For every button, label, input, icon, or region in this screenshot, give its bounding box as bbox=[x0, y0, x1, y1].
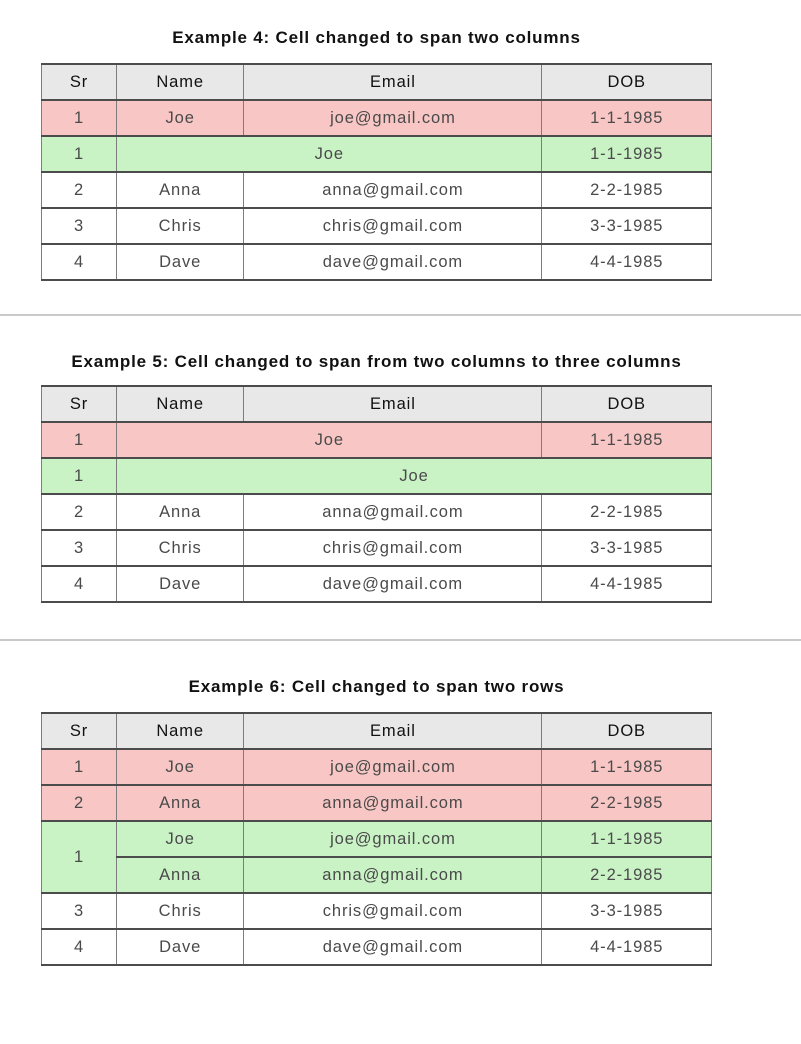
table-cell: Chris bbox=[117, 208, 244, 244]
table-header-row bbox=[42, 386, 712, 422]
table-cell: 3 bbox=[42, 530, 117, 566]
table-cell: 1-1-1985 bbox=[542, 100, 712, 136]
header-cell: Email bbox=[244, 713, 542, 749]
table-cell: Dave bbox=[117, 929, 244, 965]
table-cell: Joe bbox=[117, 136, 542, 172]
table-cell: 1 bbox=[42, 749, 117, 785]
table-cell: joe@gmail.com bbox=[244, 100, 542, 136]
table-cell: 1-1-1985 bbox=[542, 749, 712, 785]
table-cell: 1 bbox=[42, 136, 117, 172]
table-cell: 4 bbox=[42, 929, 117, 965]
example-5-table bbox=[41, 385, 712, 603]
table-cell: 3 bbox=[42, 208, 117, 244]
table-cell: Joe bbox=[117, 100, 244, 136]
table-row bbox=[42, 821, 712, 857]
table-cell: 3-3-1985 bbox=[542, 893, 712, 929]
table-cell: chris@gmail.com bbox=[244, 530, 542, 566]
table-cell: Joe bbox=[117, 821, 244, 857]
table-row bbox=[42, 749, 712, 785]
table-header-row bbox=[42, 713, 712, 749]
table-row bbox=[42, 244, 712, 280]
table-row bbox=[42, 172, 712, 208]
table-cell: 1-1-1985 bbox=[542, 821, 712, 857]
table-cell: dave@gmail.com bbox=[244, 244, 542, 280]
table-cell: 4 bbox=[42, 566, 117, 602]
table-cell: Dave bbox=[117, 244, 244, 280]
table-cell: 2-2-1985 bbox=[542, 857, 712, 893]
header-cell: Email bbox=[244, 64, 542, 100]
table-cell: Joe bbox=[117, 458, 712, 494]
table-cell: 2 bbox=[42, 172, 117, 208]
table-row bbox=[42, 100, 712, 136]
example-4-section bbox=[0, 0, 801, 281]
table-cell: 4-4-1985 bbox=[542, 566, 712, 602]
table-cell: 3-3-1985 bbox=[542, 530, 712, 566]
table-row bbox=[42, 857, 712, 893]
table-cell: 4-4-1985 bbox=[542, 244, 712, 280]
table-cell: Dave bbox=[117, 566, 244, 602]
table-cell: 3-3-1985 bbox=[542, 208, 712, 244]
table-cell: Anna bbox=[117, 172, 244, 208]
table-cell: dave@gmail.com bbox=[244, 566, 542, 602]
example-5-title: Example 5: Cell changed to span from two columns to three columns bbox=[71, 352, 682, 371]
header-cell: Email bbox=[244, 386, 542, 422]
example-4-table bbox=[41, 63, 712, 281]
table-cell: Anna bbox=[117, 857, 244, 893]
table-cell: joe@gmail.com bbox=[244, 749, 542, 785]
table-row bbox=[42, 929, 712, 965]
table-cell: chris@gmail.com bbox=[244, 208, 542, 244]
table-cell: anna@gmail.com bbox=[244, 172, 542, 208]
table-cell: 2 bbox=[42, 494, 117, 530]
header-cell: DOB bbox=[542, 386, 712, 422]
table-row bbox=[42, 208, 712, 244]
header-cell: Sr bbox=[42, 64, 117, 100]
table-cell: 1 bbox=[42, 100, 117, 136]
table-row bbox=[42, 422, 712, 458]
table-row bbox=[42, 893, 712, 929]
table-cell: 3 bbox=[42, 893, 117, 929]
table-row bbox=[42, 458, 712, 494]
table-cell: 1 bbox=[42, 821, 117, 893]
table-row bbox=[42, 136, 712, 172]
example-5-section bbox=[0, 316, 801, 603]
example-6-title: Example 6: Cell changed to span two rows bbox=[188, 677, 565, 696]
header-cell: Name bbox=[117, 64, 244, 100]
table-cell: Joe bbox=[117, 749, 244, 785]
table-cell: dave@gmail.com bbox=[244, 929, 542, 965]
table-cell: 2 bbox=[42, 785, 117, 821]
table-cell: anna@gmail.com bbox=[244, 494, 542, 530]
table-cell: 1-1-1985 bbox=[542, 136, 712, 172]
table-cell: 1-1-1985 bbox=[542, 422, 712, 458]
example-6-section bbox=[0, 641, 801, 966]
header-cell: Name bbox=[117, 713, 244, 749]
header-cell: Sr bbox=[42, 713, 117, 749]
table-cell: Chris bbox=[117, 530, 244, 566]
table-cell: anna@gmail.com bbox=[244, 857, 542, 893]
header-cell: DOB bbox=[542, 64, 712, 100]
header-cell: Name bbox=[117, 386, 244, 422]
table-cell: 2-2-1985 bbox=[542, 172, 712, 208]
table-cell: joe@gmail.com bbox=[244, 821, 542, 857]
table-cell: Chris bbox=[117, 893, 244, 929]
table-cell: 2-2-1985 bbox=[542, 494, 712, 530]
table-cell: Joe bbox=[117, 422, 542, 458]
example-6-table bbox=[41, 712, 712, 966]
table-cell: 1 bbox=[42, 422, 117, 458]
header-cell: Sr bbox=[42, 386, 117, 422]
table-row bbox=[42, 494, 712, 530]
table-cell: 1 bbox=[42, 458, 117, 494]
table-row bbox=[42, 566, 712, 602]
table-cell: 4-4-1985 bbox=[542, 929, 712, 965]
table-row bbox=[42, 785, 712, 821]
table-cell: Anna bbox=[117, 494, 244, 530]
table-cell: 2-2-1985 bbox=[542, 785, 712, 821]
table-row bbox=[42, 530, 712, 566]
table-header-row bbox=[42, 64, 712, 100]
example-4-title: Example 4: Cell changed to span two columns bbox=[172, 28, 581, 47]
header-cell: DOB bbox=[542, 713, 712, 749]
table-cell: 4 bbox=[42, 244, 117, 280]
table-cell: Anna bbox=[117, 785, 244, 821]
table-cell: chris@gmail.com bbox=[244, 893, 542, 929]
table-cell: anna@gmail.com bbox=[244, 785, 542, 821]
